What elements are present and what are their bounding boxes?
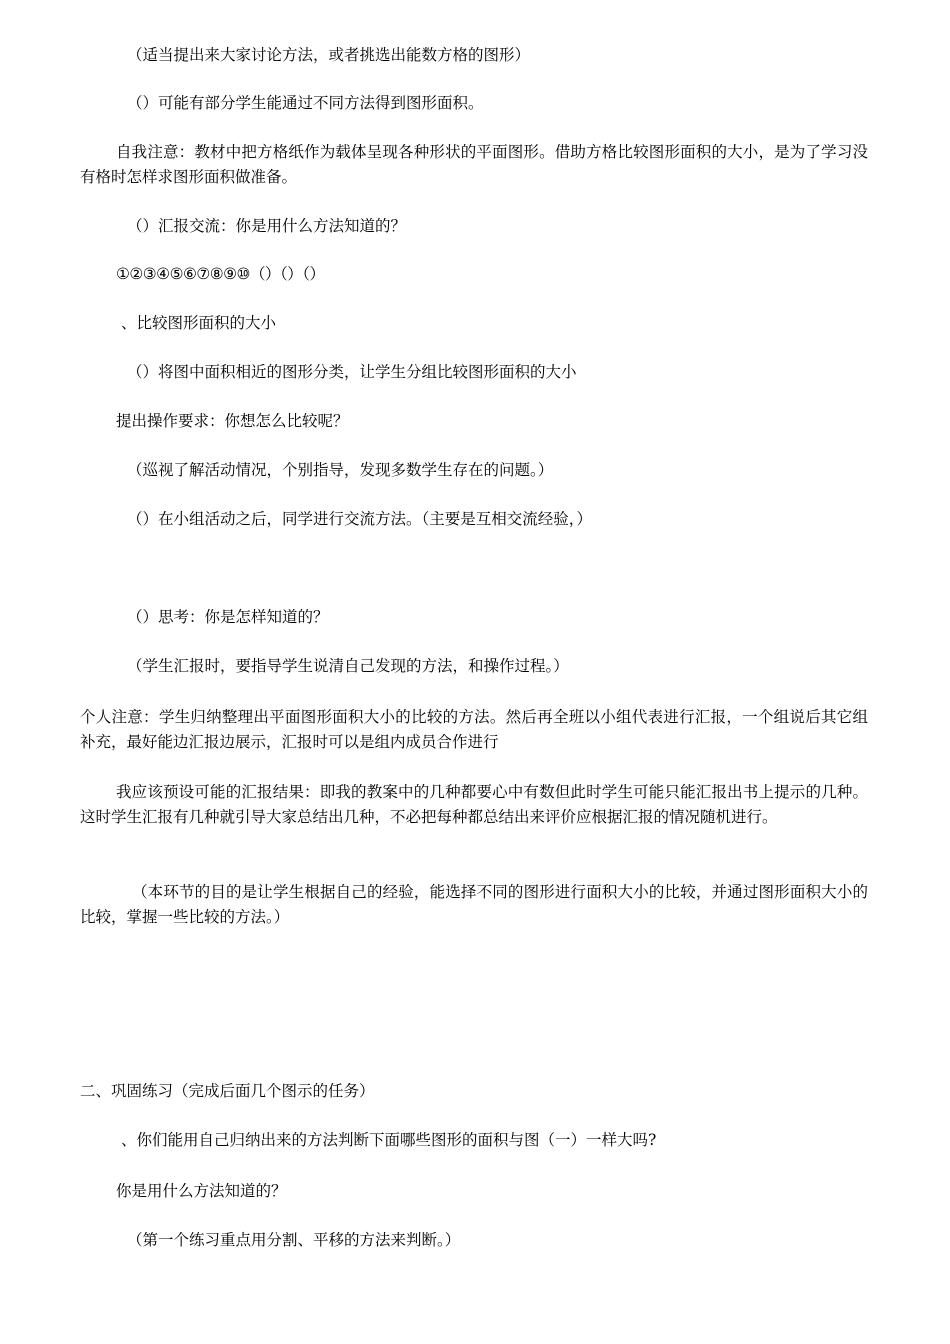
preset-results-paragraph: 我应该预设可能的汇报结果：即我的教案中的几种都要心中有数但此时学生可能只能汇报出书上提示的几种。这时学生汇报有几种就引导大家总结出几种，不必把每种都总结出来评价应根据汇报的情况随机进行。 (80, 783, 868, 826)
exercise-method-question: 你是用什么方法知道的？ (116, 1182, 287, 1200)
self-note-paragraph: 自我注意：教材中把方格纸作为载体呈现各种形状的平面图形。借助方格比较图形面积的大小，是为了学习没有格时怎样求图形面积做准备。 (80, 143, 868, 186)
exercise-question: 、你们能用自己归纳出来的方法判断下面哪些图形的面积与图（一）一样大吗? (121, 1131, 657, 1149)
section-compare-area: 、比较图形面积的大小 (121, 314, 277, 332)
step-different-methods: （）可能有部分学生能通过不同方法得到图形面积。 (127, 94, 484, 112)
note-patrol-guidance: （巡视了解活动情况，个别指导，发现多数学生存在的问题。） (127, 461, 554, 479)
note-discussion-method: （适当提出来大家讨论方法，或者挑选出能数方格的图形） (127, 46, 531, 64)
step-classify-shapes: （）将图中面积相近的图形分类，让学生分组比较图形面积的大小 (127, 363, 577, 381)
section-purpose-paragraph: （本环节的目的是让学生根据自己的经验，能选择不同的图形进行面积大小的比较，并通过图形面积大小的比较，掌握一些比较的方法。） (80, 883, 868, 926)
numbered-symbols: ①②③④⑤⑥⑦⑧⑨⑩（）（）（） (116, 265, 325, 283)
step-group-exchange: （）在小组活动之后，同学进行交流方法。（主要是互相交流经验，） (127, 510, 593, 528)
operation-requirement: 提出操作要求：你想怎么比较呢？ (116, 412, 349, 430)
step-report-exchange: （）汇报交流：你是用什么方法知道的？ (127, 217, 407, 235)
exercise-note: （第一个练习重点用分割、平移的方法来判断。） (127, 1231, 461, 1249)
step-think: （）思考：你是怎样知道的？ (127, 608, 329, 626)
section-consolidation-practice: 二、巩固练习（完成后面几个图示的任务） (80, 1082, 375, 1100)
note-student-report: （学生汇报时，要指导学生说清自己发现的方法，和操作过程。） (127, 657, 569, 675)
personal-note-paragraph: 个人注意：学生归纳整理出平面图形面积大小的比较的方法。然后再全班以小组代表进行汇报，一个组说后其它组补充，最好能边汇报边展示，汇报时可以是组内成员合作进行 (80, 708, 868, 751)
